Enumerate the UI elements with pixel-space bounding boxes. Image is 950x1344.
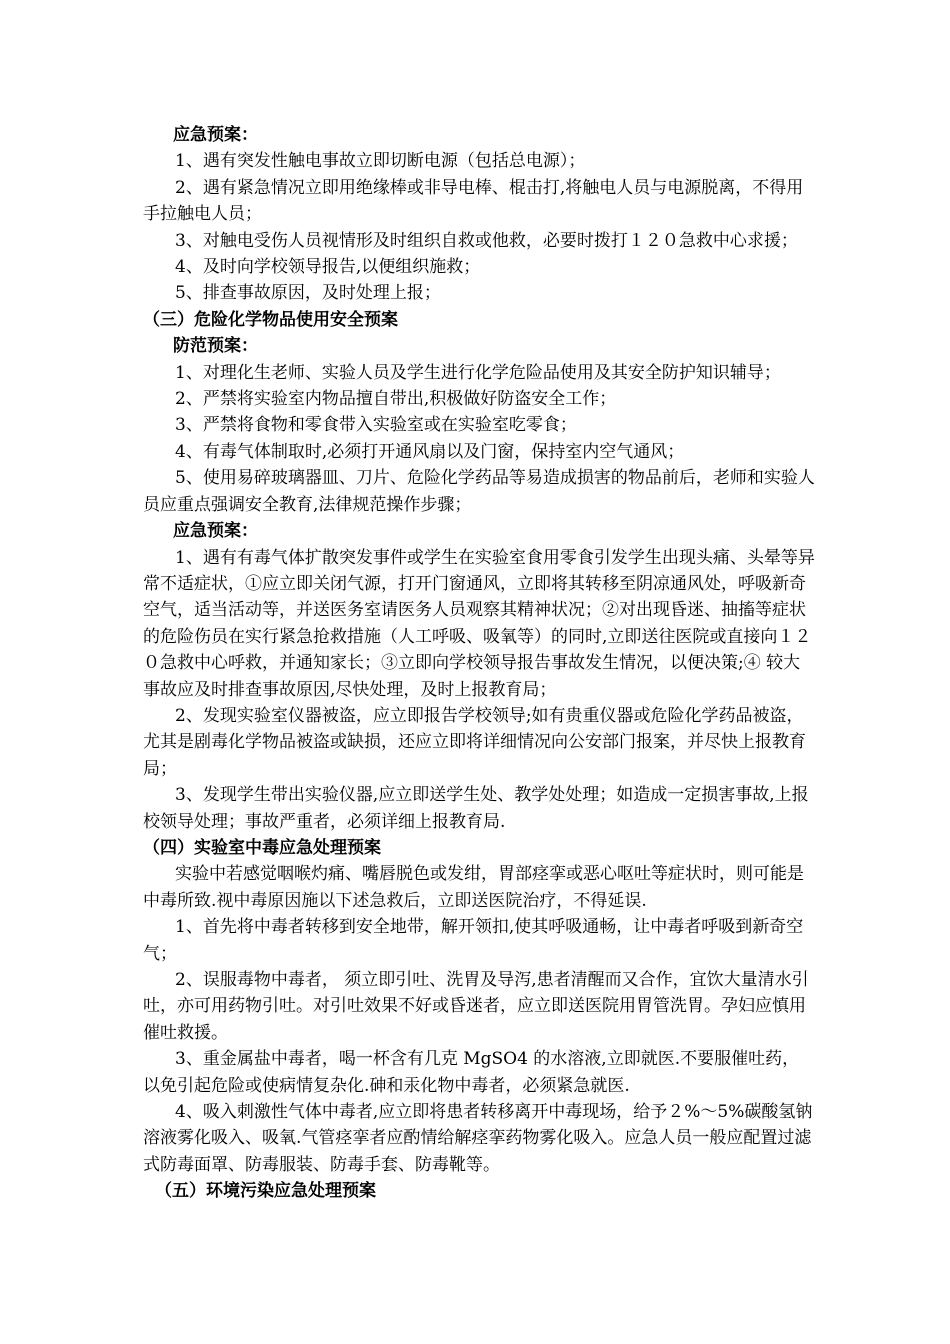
paragraph: 3、重金属盐中毒者，喝一杯含有几克 MgSO4 的水溶液,立即就医.不要服催吐药，以免引起危险或使病情复杂化.砷和汞化物中毒者，必须紧急就医. xyxy=(143,1049,800,1096)
paragraph: 2、严禁将实验室内物品擅自带出,积极做好防盗安全工作； xyxy=(175,389,617,410)
paragraph: 1、首先将中毒者转移到安全地带，解开领扣,使其呼吸通畅，让中毒者呼吸到新奇空气； xyxy=(143,917,804,964)
paragraph: 1、遇有突发性触电事故立即切断电源（包括总电源）； xyxy=(175,151,586,172)
paragraph: 1、遇有有毒气体扩散突发事件或学生在实验室食用零食引发学生出现头痛、头晕等异常不适症状，①应立即关闭气源，打开门窗通风，立即将其转移至阴凉通风处，呼吸新奇空气，适当活动等，并送医务室请医务人员观察其精神状况；②对出现昏迷、抽搐等症状的危险伤员在实行紧急抢救措施（人工呼吸、吸氧等）的同时,立即送往医院或直接向１２０急救中心呼救，并通知家长；③立即向学校领导报告事故发生情况，以便决策;④ 较大事故应及时排查事故原因,尽快处理，及时上报教育局； xyxy=(143,547,815,700)
heading-prevention-plan: 防范预案： xyxy=(173,336,258,357)
heading-emergency-plan: 应急预案： xyxy=(173,125,258,145)
paragraph: 2、遇有紧急情况立即用绝缘棒或非导电棒、棍击打,将触电人员与电源脱离，不得用手拉触电人员； xyxy=(143,177,804,225)
paragraph: 实验中若感觉咽喉灼痛、嘴唇脱色或发绀，胃部痉挛或恶心呕吐等症状时，则可能是中毒所致.视中毒原因施以下述急救后，立即送医院治疗，不得延误. xyxy=(143,864,804,911)
paragraph: 3、对触电受伤人员视情形及时组织自救或他救，必要时拨打１２０急救中心求援； xyxy=(175,230,798,251)
paragraph: 4、吸入刺激性气体中毒者,应立即将患者转移离开中毒现场，给予２%～5%碳酸氢钠溶液雾化吸入、吸氧.气管痉挛者应酌情给解痉挛药物雾化吸入。应急人员一般应配置过滤式防毒面罩、防毒服装、防毒手套、防毒靴等。 xyxy=(143,1102,813,1175)
paragraph: 3、严禁将食物和零食带入实验室或在实验室吃零食； xyxy=(175,415,577,436)
document-body xyxy=(143,122,815,1205)
paragraph: 4、有毒气体制取时,必须打开通风扇以及门窗，保持室内空气通风； xyxy=(175,441,685,462)
section-heading-5: （五）环境污染应急处理预案 xyxy=(155,1181,376,1202)
heading-emergency-plan: 应急预案： xyxy=(173,521,258,542)
paragraph: 1、对理化生老师、实验人员及学生进行化学危险品使用及其安全防护知识辅导； xyxy=(175,362,781,383)
paragraph: 5、使用易碎玻璃器皿、刀片、危险化学药品等易造成损害的物品前后，老师和实验人员应重点强调安全教育,法律规范操作步骤； xyxy=(143,468,815,515)
paragraph: 2、发现实验室仪器被盗，应立即报告学校领导;如有贵重仪器或危险化学药品被盗，尤其是剧毒化学物品被盗或缺损，还应立即将详细情况向公安部门报案，并尽快上报教育局； xyxy=(143,705,806,779)
section-heading-3: （三）危险化学物品使用安全预案 xyxy=(143,309,398,330)
paragraph: 5、排查事故原因，及时处理上报； xyxy=(175,283,441,304)
paragraph: 2、误服毒物中毒者， 须立即引吐、洗胃及导泻,患者清醒而又合作，宜饮大量清水引吐，亦可用药物引吐。对引吐效果不好或昏迷者，应立即送医院用胃管洗胃。孕妇应慎用催吐救援。 xyxy=(143,970,809,1043)
paragraph: 4、及时向学校领导报告,以便组织施救； xyxy=(175,257,481,278)
paragraph: 3、发现学生带出实验仪器,应立即送学生处、教学处处理；如造成一定损害事故,上报校领导处理；事故严重者，必须详细上报教育局. xyxy=(143,785,809,832)
section-heading-4: （四）实验室中毒应急处理预案 xyxy=(143,837,381,858)
